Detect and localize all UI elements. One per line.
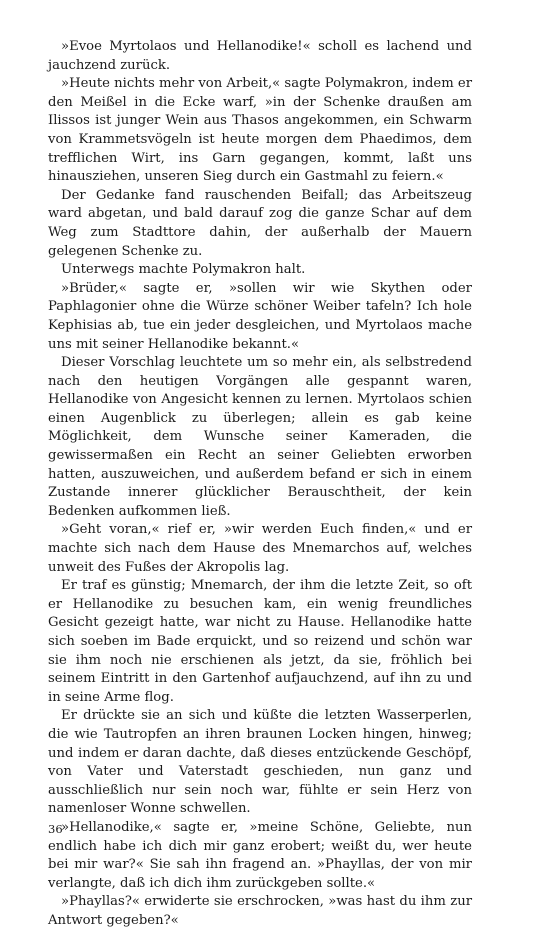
paragraph-9: Er drückte sie an sich und küßte die letzten Wasserperlen, die wie Tautropfen an ihren braunen Locken hingen, hinweg; und indem er daran dachte, daß dieses entzückende Geschöpf, von Vater und Vaterstadt geschieden, nun ganz und ausschließlich nur sein noch war, fühlte er sein Herz von namenloser Wonne schwellen. (48, 708, 472, 817)
paragraph-10: »Hellanodike,« sagte er, »meine Schöne, Geliebte, nun endlich habe ich dich mir ganz erobert; weißt du, wer heute bei mir war?« Sie sah ihn fragend an. »Phayllas, der von mir verlangte, daß ich dich ihm zurückgeben sollte.« (48, 819, 472, 891)
paragraph-6: Dieser Vorschlag leuchtete um so mehr ein, als selbstredend nach den heutigen Vorgängen alle gespannt waren, Hellanodike von Angesicht kennen zu lernen. Myrtolaos schien einen Augenblick zu überlegen; allein es gab keine Möglichkeit, dem Wunsche seiner Kameraden, die gewissermaßen ein Recht an seiner Geliebten erworben hatten, auszuweichen, und außerdem befand er sich in einem Zustande innerer glücklicher Berauschtheit, der kein Bedenken aufkommen ließ. (48, 355, 472, 519)
paragraph-2: »Heute nichts mehr von Arbeit,« sagte Polymakron, indem er den Meißel in die Ecke warf, »in der Schenke draußen am Ilissos ist junger Wein aus Thasos angekommen, ein Schwarm von Krammetsvögeln ist heute morgen dem Phaedimos, dem trefflichen Wirt, ins Garn gegangen, kommt, laßt uns hinausziehen, unseren Sieg durch ein Gastmahl zu feiern.« (48, 76, 472, 185)
paragraph-4: Unterwegs machte Polymakron halt. (61, 262, 306, 278)
paragraph-3: Der Gedanke fand rauschenden Beifall; das Arbeitszeug ward abgetan, und bald darauf zog die ganze Schar auf dem Weg zum Stadttore dahin, der außerhalb der Mauern gelegenen Schenke zu. (48, 187, 472, 259)
paragraph-7: »Geht voran,« rief er, »wir werden Euch finden,« und er machte sich nach dem Hause des Mnemarchos auf, welches unweit des Fußes der Akropolis lag. (48, 522, 472, 575)
paragraph-1: »Evoe Myrtolaos und Hellanodike!« scholl es lachend und jauchzend zurück. (48, 39, 472, 73)
body-text (48, 38, 472, 931)
paragraph-11: »Phayllas?« erwiderte sie erschrocken, »was hast du ihm zur Antwort gegeben?« (48, 894, 472, 928)
paragraph-5: »Brüder,« sagte er, »sollen wir wie Skythen oder Paphlagonier ohne die Würze schöner Weiber tafeln? Ich hole Kephisias ab, tue ein jeder desgleichen, und Myrtolaos mache uns mit seiner Hellanodike bekannt.« (48, 280, 472, 352)
paragraph-8: Er traf es günstig; Mnemarch, der ihm die letzte Zeit, so oft er Hellanodike zu besuchen kam, ein wenig freundliches Gesicht gezeigt hatte, war nicht zu Hause. Hellanodike hatte sich soeben im Bade erquickt, und so reizend und schön war sie ihm noch nie erschienen als jetzt, da sie, fröhlich bei seinem Eintritt in den Gartenhof aufjauchzend, auf ihn zu und in seine Arme flog. (48, 578, 472, 705)
page-number: 36 (48, 822, 63, 836)
